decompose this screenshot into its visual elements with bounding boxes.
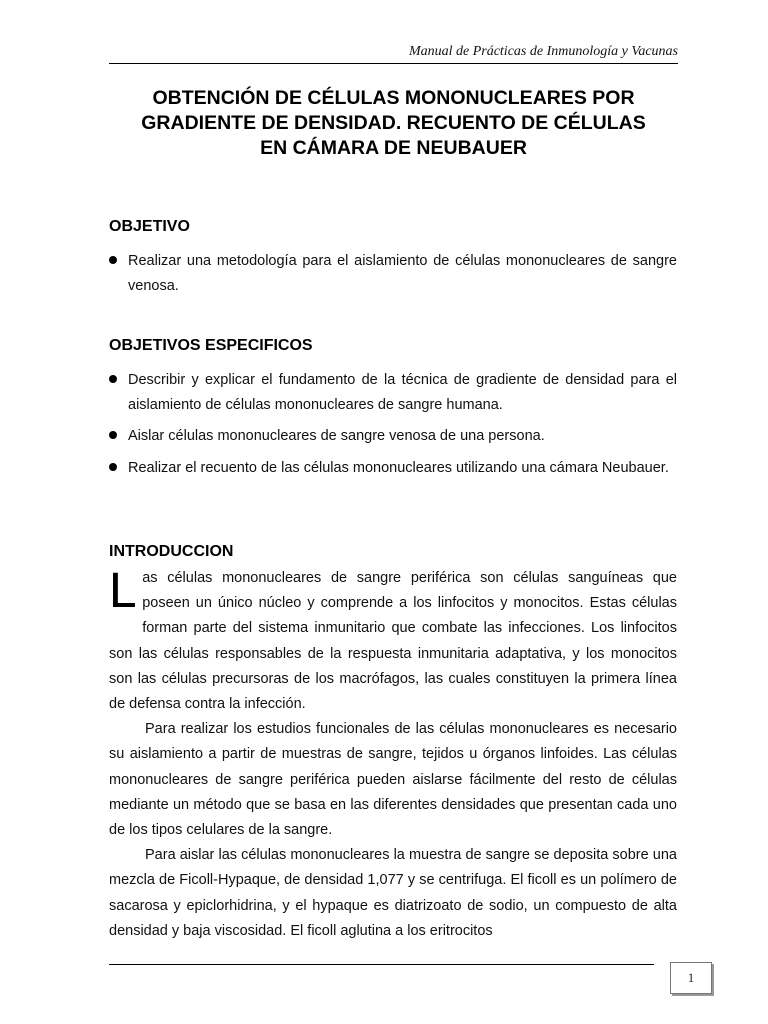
title-line-2: GRADIENTE DE DENSIDAD. RECUENTO DE CÉLULAS: [141, 112, 646, 134]
header-rule: [109, 63, 678, 64]
intro-paragraph-1: [109, 566, 677, 717]
bullet-icon: [109, 256, 117, 264]
document-title: [109, 86, 678, 161]
objetivo-especifico-text: Describir y explicar el fundamento de la técnica de gradiente de densidad para el aislamiento de células mononucleares de sangre humana.: [128, 372, 677, 413]
objetivo-especifico-item: [109, 424, 677, 449]
heading-objetivo: OBJETIVO: [109, 218, 190, 235]
dropcap-letter: L: [107, 564, 139, 623]
footer-rule: [109, 964, 654, 965]
intro-paragraph-1-text: as células mononucleares de sangre periférica son células sanguíneas que poseen un único núcleo y comprende a los linfocitos y monocitos. Estas células forman parte del sistema inmunitario que combate las infecciones. Los linfocitos son las células responsables de la respuesta inmunitaria adaptativa, y los monocitos son las células precursoras de los macrófagos, las cuales constituyen la primera línea de defensa contra la infección.: [109, 570, 677, 713]
title-line-3: EN CÁMARA DE NEUBAUER: [260, 137, 527, 159]
objetivo-item-text: Realizar una metodología para el aislamiento de células mononucleares de sangre venosa.: [128, 253, 677, 294]
objetivo-especifico-text: Realizar el recuento de las células mononucleares utilizando una cámara Neubauer.: [128, 460, 669, 476]
objetivo-especifico-item: [109, 368, 677, 418]
bullet-icon: [109, 375, 117, 383]
running-header: Manual de Prácticas de Inmunología y Vacunas: [408, 44, 678, 59]
introduccion-body: [109, 566, 677, 944]
intro-paragraph-2: Para realizar los estudios funcionales de las células mononucleares es necesario su aislamiento a partir de muestras de sangre, tejidos u órganos linfoides. Las células mononucleares de sangre periférica pueden aislarse fácilmente del resto de células mediante un método que se basa en las diferentes densidades que presentan cada uno de los tipos celulares de la sangre.: [109, 721, 677, 839]
bullet-icon: [109, 463, 117, 471]
bullet-icon: [109, 431, 117, 439]
objetivo-item: [109, 249, 677, 299]
page-number: 1: [670, 962, 712, 994]
title-line-1: OBTENCIÓN DE CÉLULAS MONONUCLEARES POR: [152, 87, 635, 109]
objetivo-especifico-text: Aislar células mononucleares de sangre venosa de una persona.: [128, 428, 545, 444]
heading-introduccion: INTRODUCCION: [109, 543, 234, 560]
objetivo-especifico-item: [109, 456, 677, 481]
heading-objetivos-especificos: OBJETIVOS ESPECIFICOS: [109, 337, 313, 354]
intro-paragraph-3: Para aislar las células mononucleares la muestra de sangre se deposita sobre una mezcla de Ficoll-Hypaque, de densidad 1,077 y se centrifuga. El ficoll es un polímero de sacarosa y epiclorhidrina, y el hypaque es diatrizoato de sodio, un compuesto de alta densidad y baja viscosidad. El ficoll aglutina a los eritrocitos: [109, 847, 677, 939]
